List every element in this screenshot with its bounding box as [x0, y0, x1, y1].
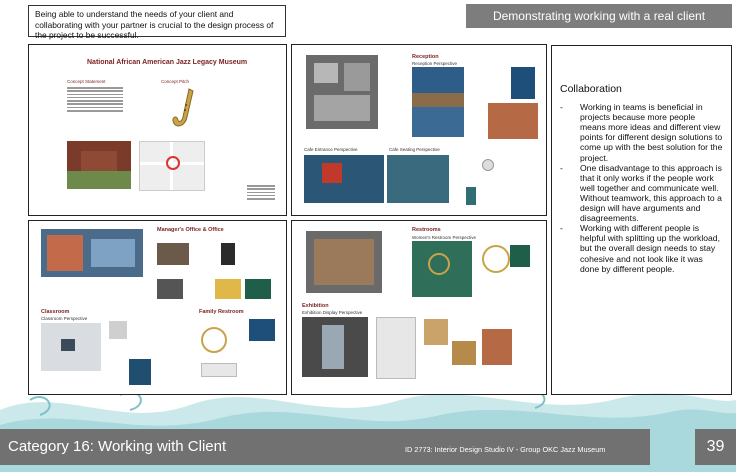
restroom-render: [412, 241, 472, 297]
reception-persp-label: Reception Perspective: [412, 61, 458, 66]
cafe-seating-label: Cafe Seating Perspective: [389, 147, 440, 152]
intro-text: Being able to understand the needs of your client and collaborating with your partner is crucial to the design process of the project to be successful.: [28, 5, 286, 37]
header-banner: Demonstrating working with a real client: [466, 4, 732, 28]
bullet-text: One disadvantage to this approach is that it only works if the people work well together and communicate well. Without teamwork, this approach to a design will have arguments and disagreements.: [580, 162, 722, 224]
womens-restroom-label: Women's Restroom Perspective: [412, 235, 477, 240]
restrooms-label: Restrooms: [412, 227, 441, 233]
board-restrooms: [291, 220, 547, 395]
swatch-wood: [488, 103, 538, 139]
classroom-label: Classroom: [41, 309, 70, 315]
collaboration-panel: [551, 45, 732, 395]
sink-image: [201, 363, 237, 377]
reception-label: Reception: [412, 54, 439, 60]
cafe-entrance-label: Cafe Entrance Perspective: [304, 147, 358, 152]
list-item: - One disadvantage to this approach is that it only works if the people work well together and communicate well. Without teamwork, this approach to a design will have arguments and disagreements.: [560, 162, 722, 224]
classroom-persp-label: Classroom Perspective: [41, 316, 88, 321]
list-item: - Working in teams is beneficial in projects because more people means more ideas and different view points for different design solutions to come up with the best solution for the project.: [560, 102, 723, 163]
page-number: 39: [695, 429, 736, 465]
swatch-fabric: [157, 279, 183, 299]
swatch-green: [245, 279, 271, 299]
concept-label: Concept Statement: [67, 79, 106, 84]
board-info: [247, 185, 275, 201]
bullet-text: Working with different people is helpful with splitting up the workload, but the overall design needs to stay cohesive and not look like it was done by different people.: [580, 223, 720, 274]
swatch-gold: [452, 341, 476, 365]
display-case: [376, 317, 416, 379]
reception-render-2: [412, 107, 464, 137]
classroom-render: [41, 323, 101, 371]
table-image: [109, 321, 127, 339]
swatch-blue: [511, 67, 535, 99]
building-photo: [67, 141, 131, 189]
swatch-green-2: [510, 245, 530, 267]
floor-plan: [306, 55, 378, 129]
board-title: National African American Jazz Legacy Museum: [87, 59, 248, 66]
managers-office-label: Manager's Office & Office: [157, 227, 224, 233]
list-item: - Working with different people is helpful with splitting up the workload, but the overall design needs to stay cohesive and not look like it was done by different people.: [560, 223, 723, 273]
cafe-seating-render: [387, 155, 449, 203]
exhibition-label: Exhibition: [302, 303, 329, 309]
mirror-image: [201, 327, 227, 353]
elevation-plan: [41, 229, 143, 277]
board-concept: [28, 44, 287, 216]
round-mirror: [482, 245, 510, 273]
collaboration-title: Collaboration: [560, 83, 622, 95]
concept-text: [67, 87, 123, 113]
exhibition-persp-label: Exhibition Display Perspective: [302, 310, 363, 315]
swatch-teal: [466, 187, 476, 205]
cafe-entrance-render: [304, 155, 384, 203]
family-restroom-label: Family Restroom: [199, 309, 244, 315]
board-reception: [291, 44, 547, 216]
board-office: [28, 220, 287, 395]
swatch-yellow: [215, 279, 241, 299]
exhibition-render: [302, 317, 368, 377]
swatch-floor: [482, 329, 512, 365]
pendant-lamp: [482, 159, 494, 171]
saxophone-image: [169, 87, 203, 133]
swatch-wood-2: [424, 319, 448, 345]
chair-image: [221, 243, 235, 265]
bullet-text: Working in teams is beneficial in projects because more people means more ideas and different view points for different design solutions to come up with the best solution for the project.: [580, 102, 723, 163]
swatch-navy: [129, 359, 151, 385]
desk-image: [157, 243, 189, 265]
concept-pitch-label: Concept Pitch: [161, 79, 190, 84]
swatch-blue-2: [249, 319, 275, 341]
restroom-plan: [306, 231, 382, 293]
site-map: [139, 141, 205, 191]
reception-render: [412, 67, 464, 107]
footer-course: ID 2773: Interior Design Studio IV - Group OKC Jazz Museum: [405, 445, 606, 454]
footer-title: Category 16: Working with Client: [8, 438, 227, 455]
